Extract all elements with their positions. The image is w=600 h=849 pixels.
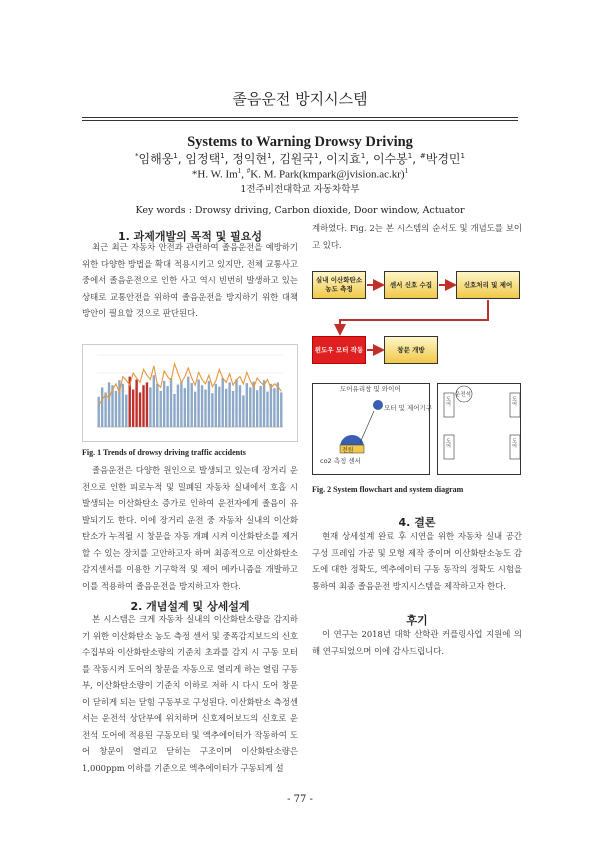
figure-1-caption: Fig. 1 Trends of drowsy driving traffic accidents [82, 448, 246, 457]
flow-step-signal-collect: 센서 신호 수집 [384, 271, 438, 299]
chart-bar [222, 378, 224, 427]
chart-bar [156, 384, 158, 427]
section-1-paragraph-1: 최근 최근 자동차 안전과 관련하여 졸음운전을 예방하기 위한 다양한 방법을 확대 적용시키고 있지만, 전체 교통사고 중에서 졸음운전으로 인한 사고 역시 빈번히 발생하고 있는 상태로 교통안전을 위하여 졸음운전을 방지하기 위한 대책 방안이 필요할 것으로 판단된다. [82, 242, 298, 318]
label-motor-control: 모터 및 제어기구 [384, 404, 433, 412]
drowsy-accidents-chart [83, 345, 297, 441]
page-number: - 77 - [287, 794, 313, 805]
title-rule-top [82, 117, 518, 118]
chart-bar [191, 383, 193, 427]
author-list-english: *H. W. Im$^1$, #K. M. Park(kmpark@jvision.ac.kr)$^1$ [191, 167, 409, 181]
chart-bar [153, 375, 155, 427]
affiliation: 1전주비전대학교 자동차학부 [240, 184, 360, 195]
chart-bar [277, 382, 279, 427]
keywords: Key words : Drowsy driving, Carbon dioxide, Door window, Actuator [135, 205, 465, 216]
title-rule-bottom [82, 120, 518, 121]
chart-bar [235, 379, 237, 427]
chart-bar [273, 388, 275, 427]
chart-bar [228, 382, 230, 427]
chart-bar [280, 392, 282, 427]
acknowledgement-paragraph: 이 연구는 2018년 대학 산학관 커플링사업 지원에 의해 연구되었으며 이에 감사드립니다. [312, 629, 522, 656]
flow-step-signal-control: 신호처리 및 제어 [456, 271, 520, 299]
chart-bar [149, 387, 151, 427]
author-list-korean: *임해웅$^1$, 임정택$^1$, 정익현$^1$, 김원국$^1$, 이지효$^1$, 이수봉$^1$, #박경민$^1$ [135, 152, 465, 166]
label-co2-sensor: co2 측정 센서 [320, 457, 361, 465]
chart-bar [135, 379, 137, 427]
flowchart-arrows [300, 262, 530, 372]
chart-bar [256, 390, 258, 427]
figure-1-chart [82, 344, 298, 442]
chart-bar [187, 377, 189, 427]
chart-bar [177, 385, 179, 427]
label-door-d: 도어 [511, 438, 517, 448]
flow-step-window-motor: 윈도우 모터 작동 [312, 336, 366, 364]
paper-title-korean: 졸음운전 방지시스템 [232, 90, 368, 108]
acknowledgement-heading: 후기 [406, 614, 428, 627]
chart-bar [173, 394, 175, 427]
chart-bar [163, 381, 165, 427]
chart-bar [246, 383, 248, 427]
chart-bar [101, 387, 103, 427]
chart-bar [270, 384, 272, 427]
chart-bar [249, 387, 251, 427]
chart-bar [184, 388, 186, 427]
chart-bar [98, 397, 100, 427]
chart-bar [108, 382, 110, 427]
chart-bar [263, 380, 265, 427]
label-driver-seat: 운전석 [455, 392, 471, 398]
paper-title-english: Systems to Warning Drowsy Driving [187, 134, 413, 150]
chart-bar [115, 391, 117, 427]
chart-bar [180, 382, 182, 427]
label-door-c: 도어 [445, 438, 451, 448]
chart-bar [218, 387, 220, 427]
chart-bar [170, 378, 172, 427]
chart-bar [239, 385, 241, 427]
section-2-heading: 2. 개념설계 및 상세설계 [130, 600, 250, 613]
section-2-paragraph: 본 시스템은 크게 자동차 실내의 이산화탄소량을 감지하기 위한 이산화탄소 농도 측정 센서 및 중폭감지보드의 신호수집부와 이산화탄소량의 기준치 초과를 감지 시 구동 모터를 작동시켜 도어의 창문을 자동으로 열리게 하는 열림 구동부, 이산화탄소량이 기준치 이하로 저하 시 다시 도어 창문이 닫히게 되는 닫힘 구동부로 구성된다. 이산화탄소 측정센서는 운전석 상단부에 위치하며 신호제어보드의 신호로 운전석 도어에 적용된 구동모터 및 엑추에이터가 작동하여 도어 창문이 열리고 닫히는 구조이며 이산화탄소량은 1,000ppm 이하를 기준으로 엑추에이터가 구동되게 설 [82, 614, 298, 773]
chart-bar [125, 395, 127, 427]
chart-bar [166, 386, 168, 427]
chart-bar [104, 392, 106, 427]
chart-bar [204, 390, 206, 427]
right-column-intro: 계하였다. Fig. 2는 본 시스템의 순서도 및 개념도를 보이고 있다. [312, 223, 522, 250]
label-power: 전원 [342, 447, 354, 454]
chart-bar [201, 385, 203, 427]
section-1-heading: 1. 과제개발의 목적 및 필요성 [117, 230, 263, 243]
chart-bar [242, 395, 244, 427]
label-door-a: 도어 [445, 396, 451, 406]
chart-bar [266, 392, 268, 427]
flow-step-co2-measure: 실내 이산화탄소 농도 측정 [312, 271, 366, 299]
chart-bar [197, 379, 199, 427]
chart-bar [225, 389, 227, 427]
chart-bar [194, 392, 196, 427]
chart-bar [146, 382, 148, 427]
arrow-3-to-4 [340, 300, 488, 334]
flow-step-window-open: 창문 개방 [384, 336, 438, 364]
motor-icon [373, 400, 383, 410]
chart-bar [142, 385, 144, 427]
chart-bar [259, 386, 261, 427]
label-door-glass-wire: 도어유리창 및 와이어 [340, 385, 401, 393]
wire-line [360, 411, 374, 443]
chart-bar [208, 381, 210, 427]
label-door-b: 도어 [511, 396, 517, 406]
section-4-heading: 4. 결론 [398, 516, 436, 529]
chart-bar [232, 391, 234, 427]
chart-bar [132, 390, 134, 427]
section-4-paragraph: 현재 상세설계 완료 후 시연을 위한 자동차 실내 공간 구성 프레임 가공 및 모형 제작 중이며 이산화탄소농도 감도에 대한 정확도, 엑추에이터 구동 동작의 정확도 시험을 통하여 최종 졸음운전 방지시스템을 제작하고자 한다. [312, 531, 522, 591]
chart-bar [122, 384, 124, 427]
section-1-paragraph-2: 졸음운전은 다양한 원인으로 발생되고 있는데 장거리 운전으로 인한 피로누적 및 밀폐된 자동차 실내에서 호흡 시 발생되는 이산화탄소 증가로 인하여 운전자에게 졸음이 유발되기도 한다. 이에 장거리 운전 중 자동차 실내의 이산화탄소가 누적될 시 창문을 자동 개폐 시켜 이산화탄소를 제거할 수 있는 장치를 고안하고자 하며 최종적으로 이산화탄소 감지센서를 이용한 기구학적 및 제어 메카니즘을 개발하고 이를 적용하여 졸음운전을 방지하고자 한다. [82, 465, 298, 591]
figure-2-caption: Fig. 2 System flowchart and system diagram [312, 485, 464, 494]
chart-bar [139, 392, 141, 427]
chart-bar [160, 391, 162, 427]
chart-bar [211, 393, 213, 427]
chart-bar [215, 384, 217, 427]
